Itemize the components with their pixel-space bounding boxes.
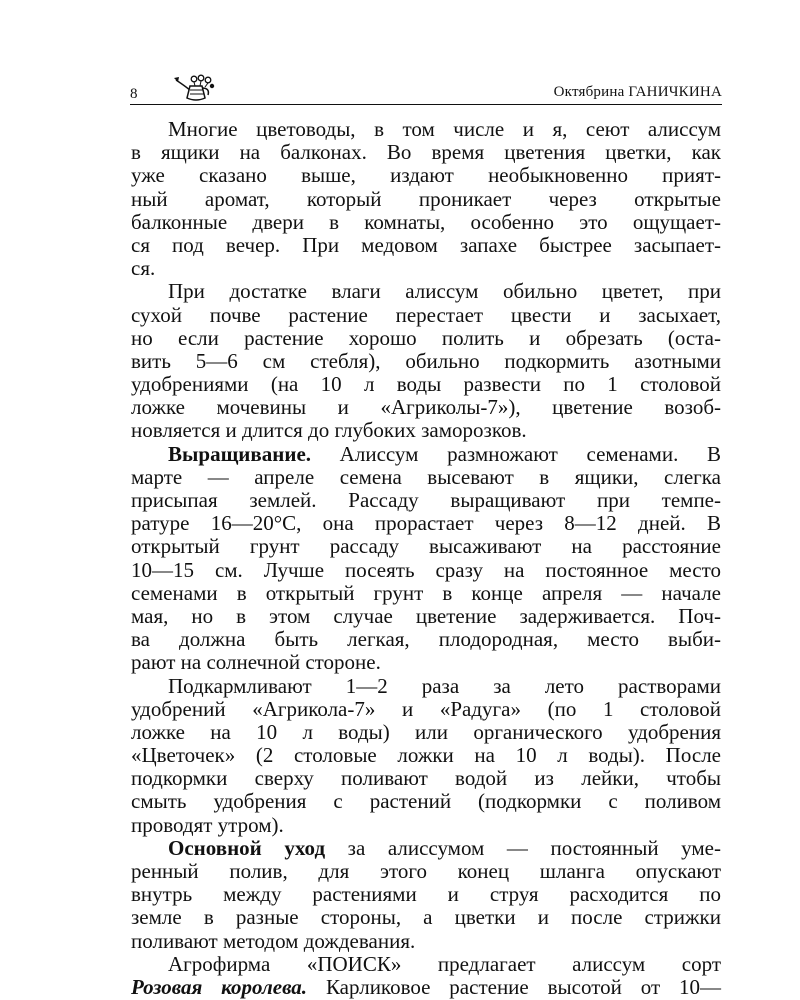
text-line: ложке на 10 л воды) или органического удобрения — [131, 719, 721, 744]
text-line: присыпая землей. Рассаду выращивают при темпе- — [131, 488, 721, 512]
text-line: Розовая королева. Карликовое растение высотой от 10— — [131, 974, 721, 999]
text-line: внутрь между растениями и струя расходится по — [131, 882, 721, 907]
text-line: открытый грунт рассаду высаживают на расстояние — [131, 534, 721, 559]
text-line: смыть удобрения с растений (подкормки с поливом — [131, 789, 721, 814]
text-line: удобрений «Агрикола-7» и «Радуга» (по 1 столовой — [131, 696, 721, 721]
text-line: ложке мочевины и «Агриколы-7»), цветение возоб- — [131, 395, 721, 420]
text-line: ся под вечер. При медовом запахе быстрее засыпает- — [131, 232, 721, 257]
text-line: подкормки сверху поливают водой из лейки, чтобы — [131, 766, 721, 791]
text-line: земле в разные стороны, а цветки и после стрижки — [131, 905, 721, 930]
text-line: поливают методом дождевания. — [131, 928, 416, 953]
page-number: 8 — [130, 86, 138, 102]
text-line: 10—15 см. Лучше посеять сразу на постоянное место — [131, 557, 721, 582]
text-line: Подкармливают 1—2 раза за лето растворами — [168, 673, 721, 698]
text-line: ренный полив, для этого конец шланга опускают — [131, 859, 721, 883]
header-rule — [130, 104, 722, 105]
text-line: марте — апреле семена высевают в ящики, слегка — [131, 464, 721, 489]
text-line: сухой почве растение перестает цвести и засыхает, — [131, 302, 721, 327]
text-line: ся. — [131, 256, 156, 281]
text-line: Выращивание. Алиссум размножают семенами. В — [168, 441, 721, 466]
text-line: мая, но в этом случае цветение задерживается. Поч- — [131, 603, 721, 628]
text-line: проводят утром). — [131, 812, 284, 837]
text-line: рают на солнечной стороне. — [131, 650, 381, 675]
text-line: удобрениями (на 10 л воды развести по 1 столовой — [131, 372, 721, 397]
text-line: ратуре 16—20°С, она прорастает через 8—12 дней. В — [131, 511, 721, 536]
page-header — [130, 74, 722, 104]
text-line: но если растение хорошо полить и обрезать (оста- — [131, 325, 721, 350]
text-line: При достатке влаги алиссум обильно цветет, при — [168, 279, 721, 304]
text-line: в ящики на балконах. Во время цветения цветки, как — [131, 140, 721, 165]
watering-can-flowers-icon — [172, 74, 218, 104]
text-line: семенами в открытый грунт в конце апреля — начале — [131, 580, 721, 605]
section-heading: Основной уход — [168, 835, 326, 860]
text-line: новляется и длится до глубоких заморозков. — [131, 418, 527, 443]
text-line: Основной уход за алиссумом — постоянный уме- — [168, 835, 721, 860]
running-title: Октябрина ГАНИЧКИНА — [553, 84, 722, 100]
text-line: ный аромат, который проникает через открытые — [131, 186, 721, 211]
section-heading: Выращивание. — [168, 441, 312, 466]
text-line: ва должна быть легкая, плодородная, место выби- — [131, 627, 721, 652]
variety-name: Розовая королева. — [131, 974, 308, 999]
text-line: Агрофирма «ПОИСК» предлагает алиссум сорт — [168, 951, 721, 976]
text-line: балконные двери в комнаты, особенно это ощущает- — [131, 209, 721, 234]
text-line: Многие цветоводы, в том числе и я, сеют алиссум — [168, 117, 721, 141]
page-body — [131, 118, 721, 999]
text-line: «Цветочек» (2 столовые ложки на 10 л воды). После — [131, 743, 721, 768]
text-line: уже сказано выше, издают необыкновенно прият- — [131, 163, 721, 188]
text-line: вить 5—6 см стебля), обильно подкормить азотными — [131, 348, 721, 373]
